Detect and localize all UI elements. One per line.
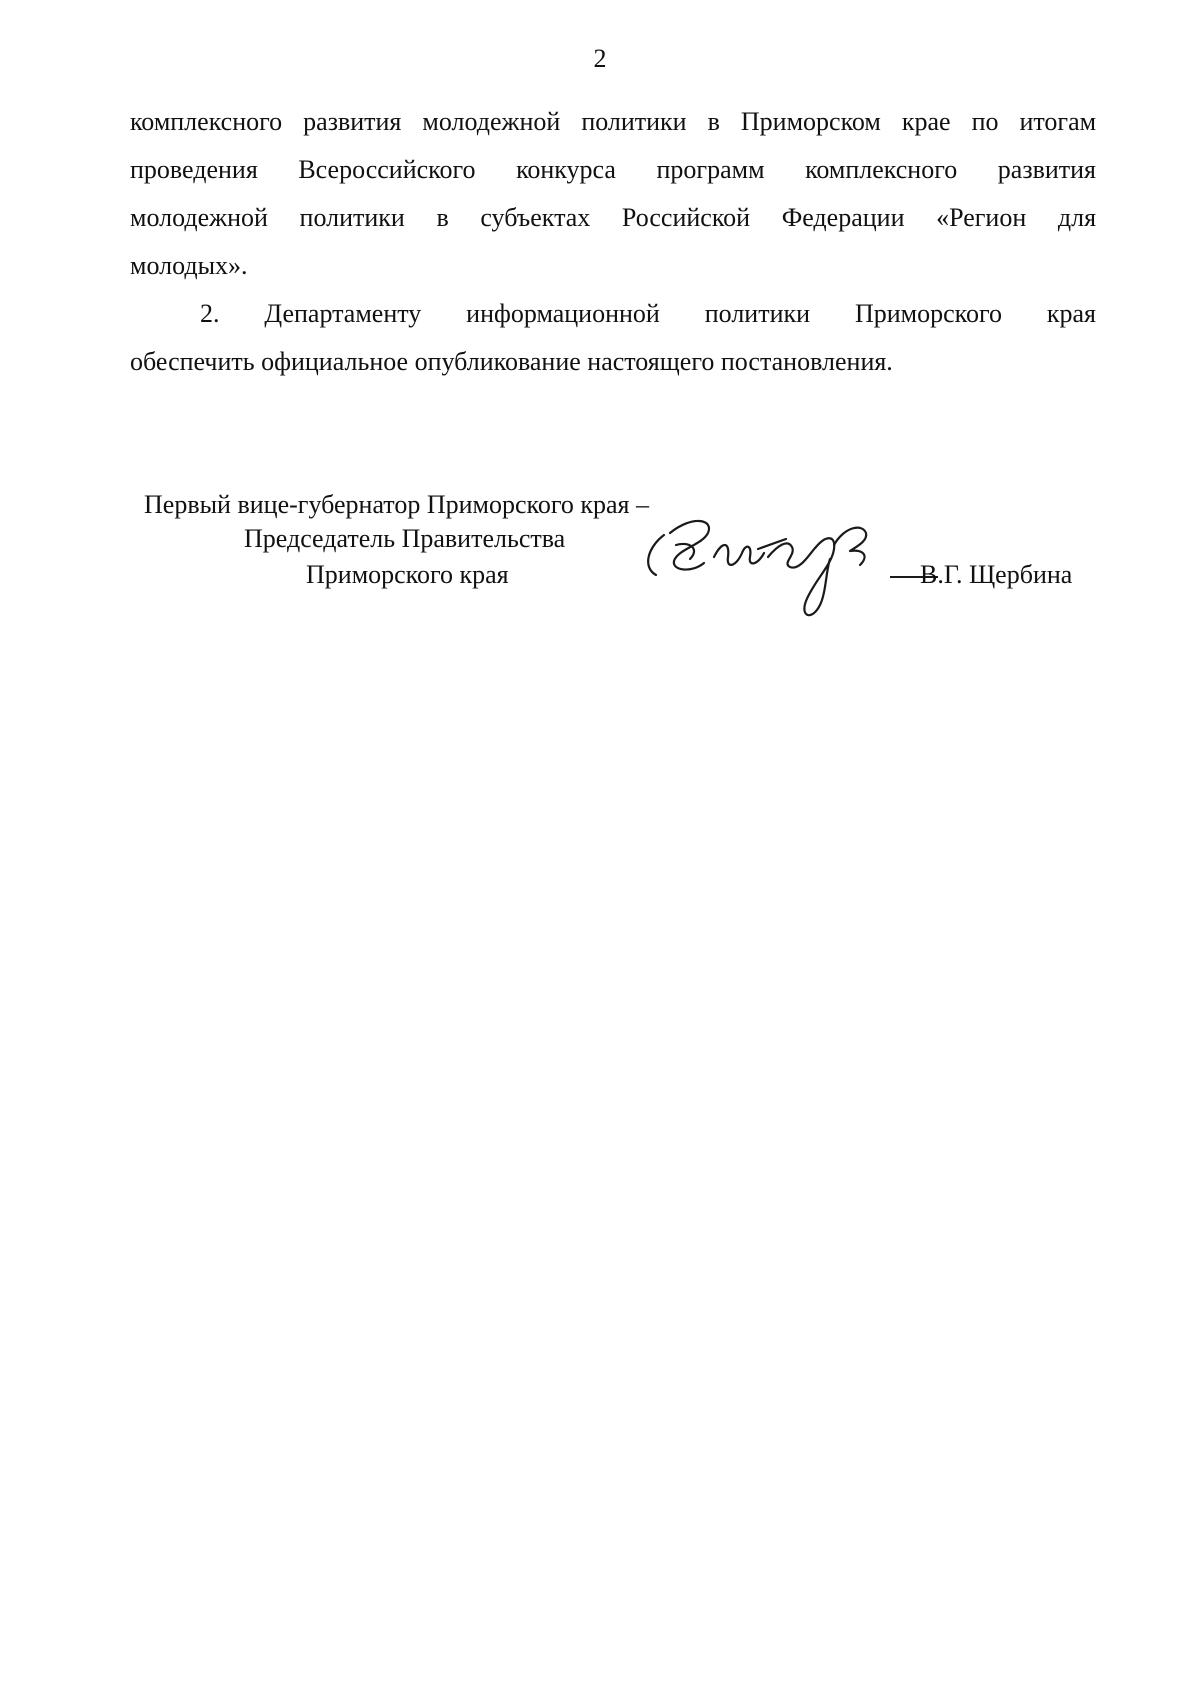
paragraph-1 <box>130 98 1096 290</box>
signatory-title-line-2: Председатель Правительства <box>244 524 566 553</box>
paragraph-1-line-3 <box>130 194 1096 242</box>
word: политики <box>704 299 811 328</box>
paragraph-1-line-4: молодых». <box>130 251 248 280</box>
word: края <box>1046 299 1097 328</box>
word: Департаменту <box>264 299 422 328</box>
word: Приморского <box>854 299 1002 328</box>
signature-stroke-opening <box>648 535 664 575</box>
paragraph-2-line-2: обеспечить официальное опубликование настоящего постановления. <box>130 347 893 376</box>
signature-stroke-ending <box>834 528 866 565</box>
signatory-name: В.Г. Щербина <box>920 560 1073 589</box>
word: для <box>1057 203 1097 232</box>
word: политики <box>581 107 687 136</box>
word: Федерации <box>781 203 905 232</box>
word: развития <box>303 107 402 136</box>
word: крае <box>901 107 951 136</box>
paragraph-1-line-1 <box>130 98 1096 146</box>
list-number: 2. <box>200 299 220 328</box>
word: конкурса <box>516 155 616 184</box>
word: комплексного <box>805 155 958 184</box>
signature-stroke-b2 <box>676 544 694 559</box>
word: программ <box>656 155 765 184</box>
word: в <box>707 107 720 136</box>
signatory-title-line-3: Приморского края <box>306 560 509 589</box>
word: субъектах <box>480 203 591 232</box>
signature-stroke-loops <box>714 545 764 565</box>
signature-stroke-middle <box>768 543 816 567</box>
word: молодежной <box>422 107 561 136</box>
word: комплексного <box>130 107 283 136</box>
paragraph-1-line-2 <box>130 146 1096 194</box>
word: Всероссийского <box>298 155 476 184</box>
word: молодежной <box>130 203 268 232</box>
word: Приморском <box>740 107 881 136</box>
word: «Регион <box>936 203 1027 232</box>
word: по <box>971 107 999 136</box>
word: проведения <box>130 155 258 184</box>
word: итогам <box>1019 107 1097 136</box>
word: информационной <box>466 299 660 328</box>
paragraph-2-line-1 <box>130 290 1096 338</box>
signatory-title-line-1: Первый вице-губернатор Приморского края – <box>144 490 649 519</box>
signature-stroke-descender <box>804 538 834 615</box>
word: политики <box>299 203 405 232</box>
page-number: 2 <box>593 44 607 73</box>
word: развития <box>997 155 1097 184</box>
word: в <box>436 203 449 232</box>
handwritten-signature <box>630 505 930 635</box>
paragraph-2 <box>130 290 1096 386</box>
word: Российской <box>621 203 751 232</box>
